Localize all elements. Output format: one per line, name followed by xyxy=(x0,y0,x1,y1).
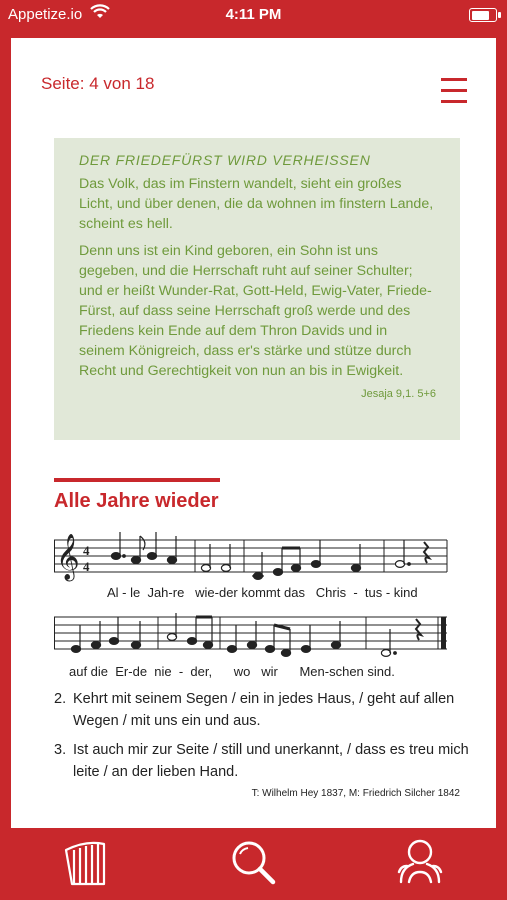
verse-number: 2. xyxy=(54,691,67,707)
scripture-paragraph: Das Volk, das im Finstern wandelt, sieht ein großes Licht, und über denen, die da wohnen im finstern Lande, scheint es hell. xyxy=(79,176,434,232)
tab-songs[interactable] xyxy=(62,838,112,888)
verse-3 xyxy=(54,739,474,783)
clock: 4:11 PM xyxy=(225,6,282,23)
scripture-title: DER FRIEDEFÜRST WIRD VERHEISSEN xyxy=(79,152,371,168)
music-staff-1 xyxy=(54,528,449,584)
menu-button[interactable] xyxy=(441,78,467,104)
section-divider xyxy=(54,478,220,482)
tab-community[interactable] xyxy=(395,838,445,888)
carrier-label: Appetize.io xyxy=(8,6,83,23)
status-bar xyxy=(0,0,507,30)
verse-text: Kehrt mit seinem Segen / ein in jedes Haus, / geht auf allen Wegen / mit uns ein und aus. xyxy=(73,691,455,729)
music-staff-2 xyxy=(54,609,449,661)
song-credit: T: Wilhelm Hey 1837, M: Friedrich Silcher 1842 xyxy=(251,788,460,799)
song-title: Alle Jahre wieder xyxy=(54,490,219,512)
verse-2 xyxy=(54,688,474,732)
time-signature-numerator: 4 xyxy=(83,543,90,558)
lyrics-line: Al - le Jah-re wie-der kommt das Chris - tus - kind xyxy=(107,585,418,600)
tab-bar xyxy=(0,828,507,900)
menu-icon xyxy=(441,78,467,81)
harp-icon xyxy=(62,838,112,888)
tab-search[interactable] xyxy=(228,838,278,888)
time-signature-denominator: 4 xyxy=(83,559,90,574)
verse-number: 3. xyxy=(54,742,67,758)
lyrics-line: auf die Er-de nie - der, wo wir Men-schen sind. xyxy=(69,664,395,679)
svg-text:𝄞: 𝄞 xyxy=(56,534,80,580)
search-icon xyxy=(228,838,278,888)
battery-icon xyxy=(469,8,497,22)
songbook-page xyxy=(11,38,496,828)
scripture-paragraph: Denn uns ist ein Kind geboren, ein Sohn ist uns gegeben, und die Herrschaft ruht auf seiner Schulter; und er heißt Wunder-Rat, Gott-Held, Ewig-Vater, Friede-Fürst, auf dass seine Herrschaft groß werde und des Friedens kein Ende auf dem Thron Davids und in seinem Königreich, dass er's stärke und stütze durch Recht und Gerechtigkeit von nun an bis in Ewigkeit. xyxy=(79,243,432,379)
people-icon xyxy=(395,838,445,888)
verse-text: Ist auch mir zur Seite / still und unerkannt, / dass es treu mich leite / an der lieben Hand. xyxy=(73,742,469,780)
scripture-reference: Jesaja 9,1. 5+6 xyxy=(361,388,436,400)
page-indicator: Seite: 4 von 18 xyxy=(41,74,155,93)
scripture-box xyxy=(54,138,460,440)
